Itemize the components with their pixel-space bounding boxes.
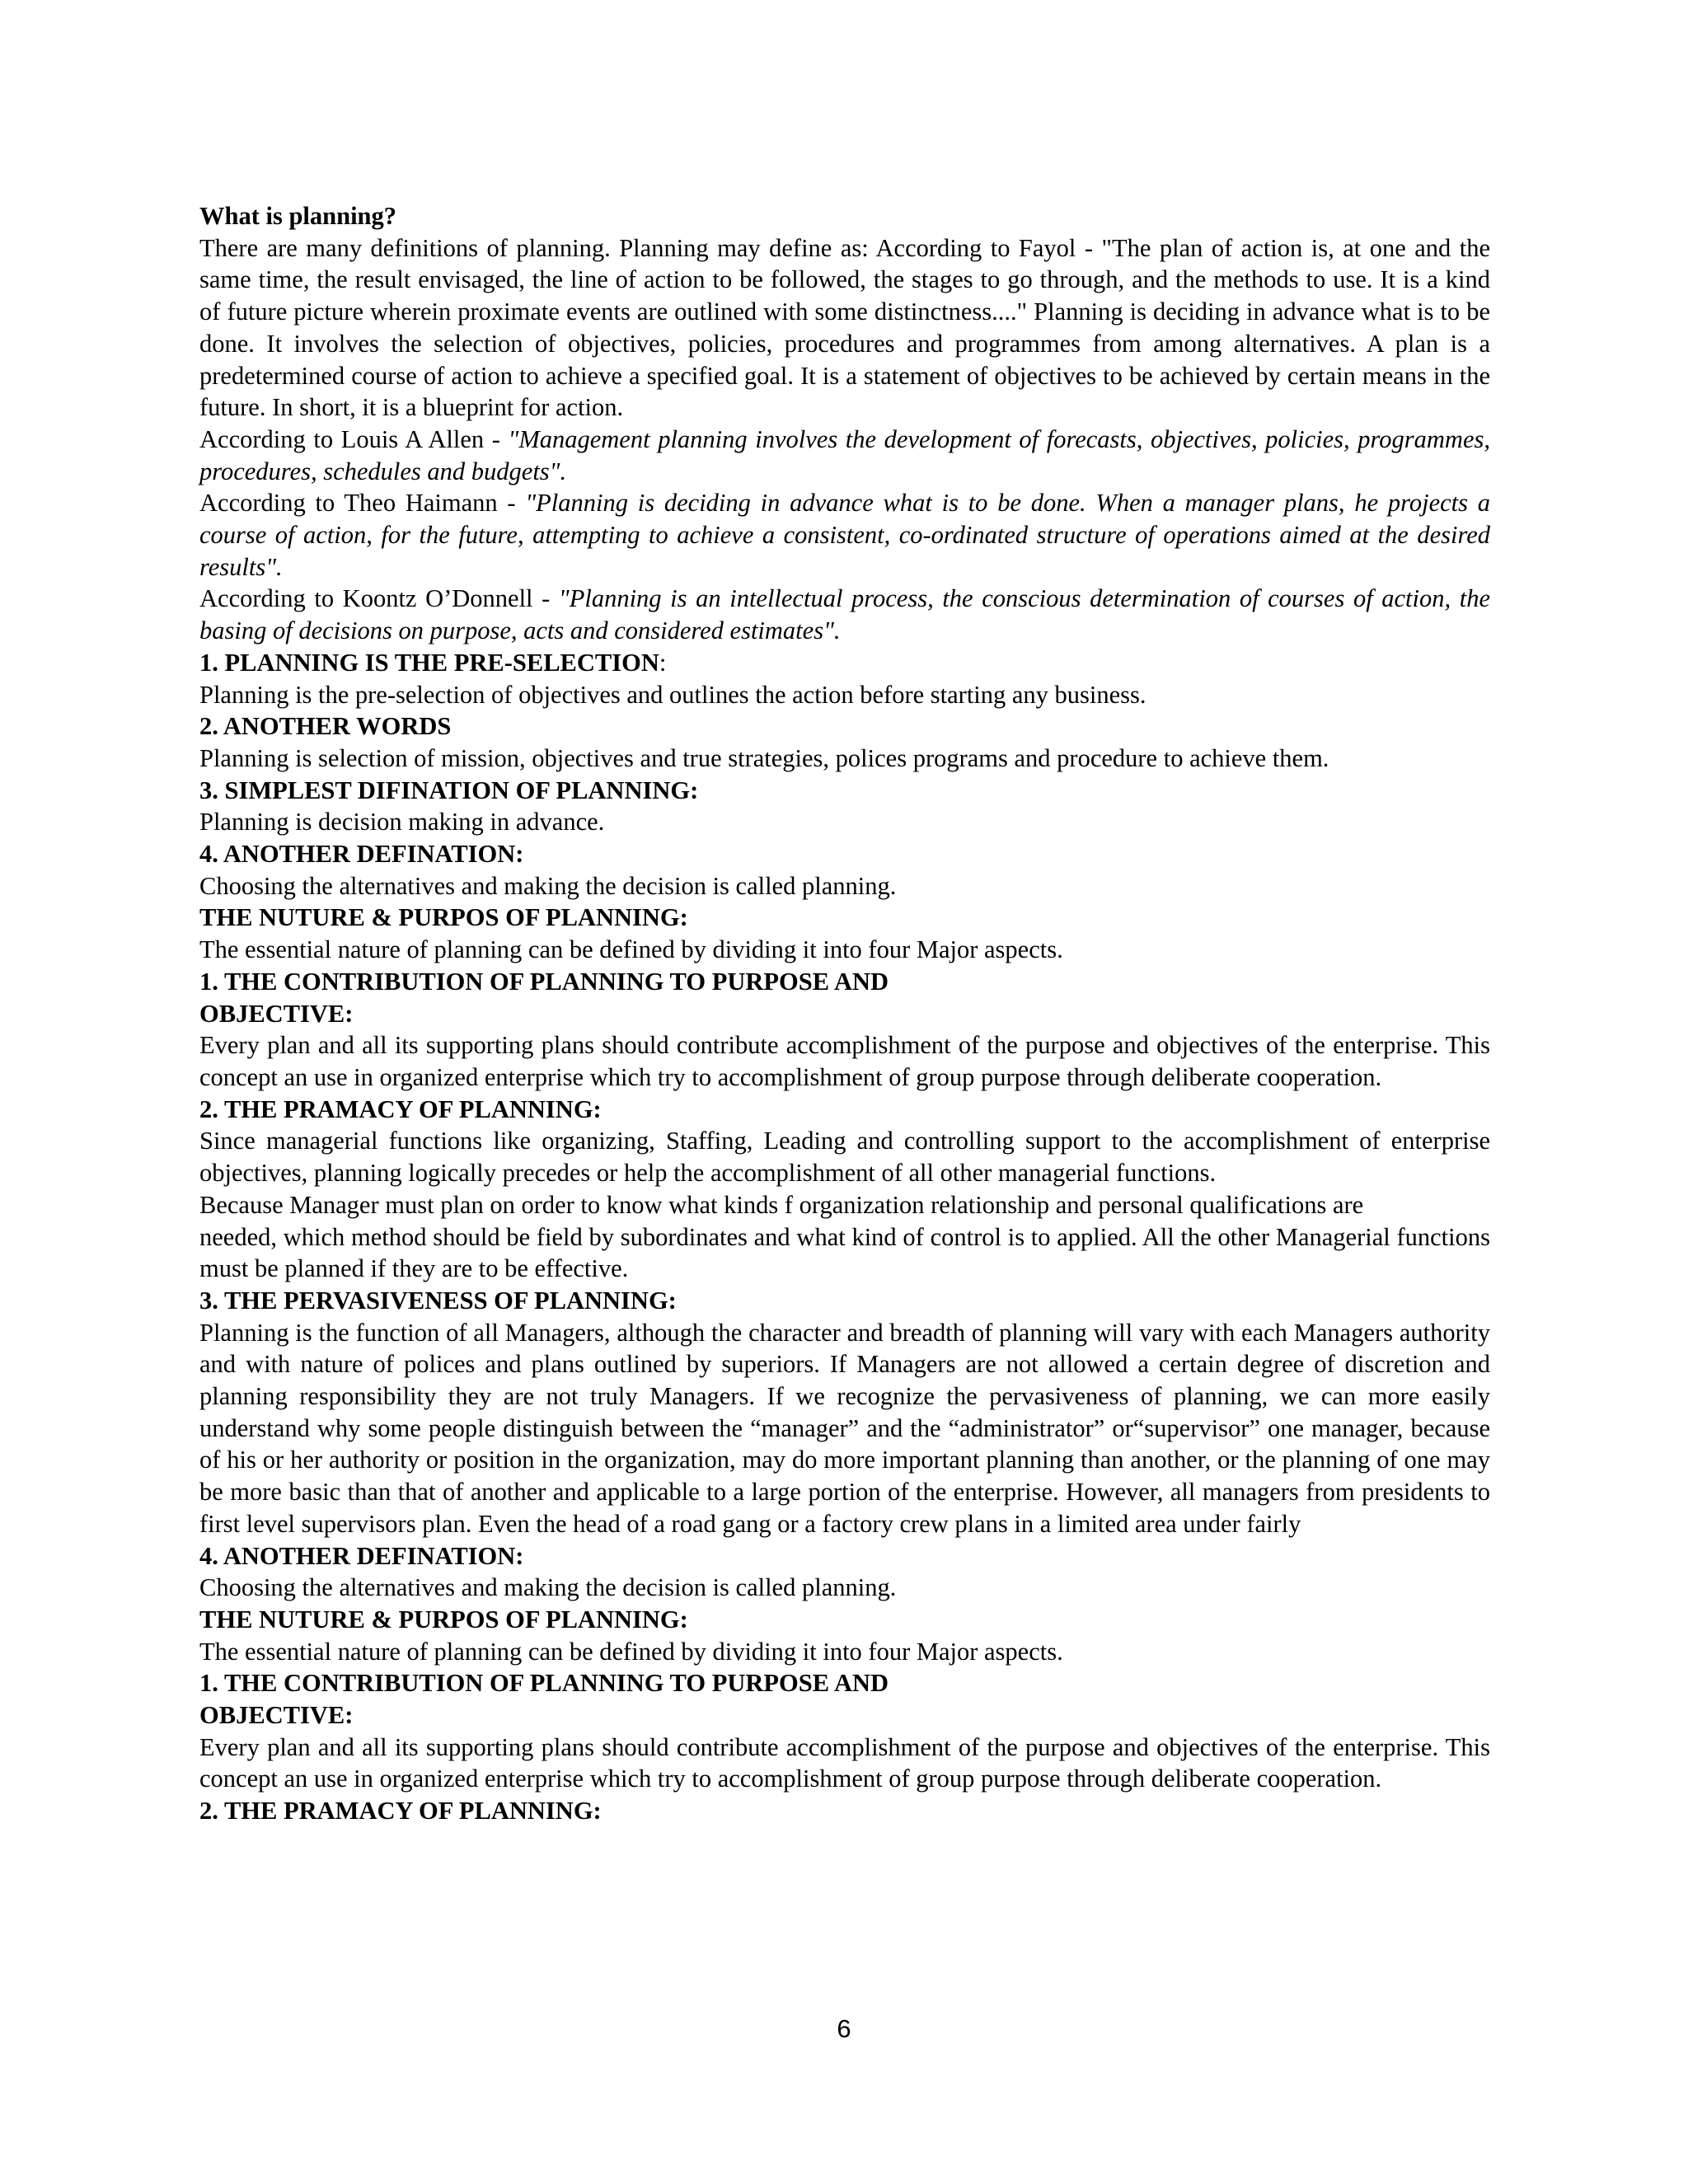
section-heading: THE NUTURE & PURPOS OF PLANNING: bbox=[199, 903, 688, 932]
quote-text: "Planning is deciding in advance what is to be done. When a manager plans, he projects a course of action, for the future, attempting to achieve a consistent, co-ordinated structure of operations aimed at the desired results". bbox=[199, 489, 1491, 581]
section-heading: 2. THE PRAMACY OF PLANNING: bbox=[199, 1094, 602, 1123]
section-text: Planning is selection of mission, objectives and true strategies, polices programs and procedure to achieve them. bbox=[199, 743, 1329, 772]
section-heading: THE NUTURE & PURPOS OF PLANNING: bbox=[199, 1605, 688, 1633]
section-text: Choosing the alternatives and making the decision is called planning. bbox=[199, 871, 897, 900]
section-text: Planning is decision making in advance. bbox=[199, 808, 605, 837]
page-title: What is planning? bbox=[199, 202, 397, 230]
quote-lead: According to Koontz O’Donnell - bbox=[199, 584, 559, 613]
section-text: The essential nature of planning can be defined by dividing it into four Major aspects. bbox=[199, 1637, 1063, 1666]
section-text: Choosing the alternatives and making the decision is called planning. bbox=[199, 1573, 897, 1602]
section-heading: 1. THE CONTRIBUTION OF PLANNING TO PURPOSE AND bbox=[199, 967, 889, 996]
section-heading: 3. SIMPLEST DIFINATION OF PLANNING: bbox=[199, 776, 699, 804]
section-text: Every plan and all its supporting plans should contribute accomplishment of the purpose and objectives of the enterprise. This concept an use in organized enterprise which try to accomplishment of group purpose through deliberate cooperation. bbox=[199, 1732, 1490, 1793]
quote-lead: According to Theo Haimann - bbox=[199, 489, 526, 518]
heading-colon: : bbox=[659, 648, 667, 677]
section-text: Since managerial functions like organizing, Staffing, Leading and controlling support to the accomplishment of enterprise objectives, planning logically precedes or help the accomplishment of all other managerial functions. bbox=[199, 1127, 1490, 1188]
page-number: 6 bbox=[837, 2014, 851, 2043]
quote-haimann bbox=[199, 487, 1490, 583]
quote-text: "Planning is an intellectual process, the conscious determination of courses of action, the basing of decisions on purpose, acts and considered estimates". bbox=[199, 584, 1491, 645]
section-heading: 2. THE PRAMACY OF PLANNING: bbox=[199, 1797, 602, 1825]
section-text: Planning is the pre-selection of objectives and outlines the action before starting any business. bbox=[199, 680, 1146, 709]
section-heading: 3. THE PERVASIVENESS OF PLANNING: bbox=[199, 1286, 677, 1315]
page-content bbox=[199, 200, 1490, 1827]
section-text: The essential nature of planning can be defined by dividing it into four Major aspects. bbox=[199, 935, 1063, 964]
section-heading: 4. ANOTHER DEFINATION: bbox=[199, 840, 524, 869]
section-heading: OBJECTIVE: bbox=[199, 1701, 354, 1730]
quote-koontz bbox=[199, 583, 1490, 646]
section-heading bbox=[199, 647, 1490, 679]
section-heading: 1. THE CONTRIBUTION OF PLANNING TO PURPOSE AND bbox=[199, 1669, 889, 1698]
section-text: needed, which method should be field by subordinates and what kind of control is to applied. All the other Managerial functions must be planned if they are to be effective. bbox=[199, 1222, 1490, 1283]
intro-paragraph: There are many definitions of planning. Planning may define as: According to Fayol - "The plan of action is, at one and the same time, the result envisaged, the line of action to be followed, the stages to go through, and the methods to use. It is a kind of future picture wherein proximate events are outlined with some distinctness...." Planning is deciding in advance what is to be done. It involves the selection of objectives, policies, procedures and programmes from among alternatives. A plan is a predetermined course of action to achieve a specified goal. It is a statement of objectives to be achieved by certain means in the future. In short, it is a blueprint for action. bbox=[199, 233, 1490, 422]
quote-lead: According to Louis A Allen - bbox=[199, 424, 509, 453]
section-heading: OBJECTIVE: bbox=[199, 999, 354, 1028]
section-heading: 2. ANOTHER WORDS bbox=[199, 712, 452, 741]
section-text: Planning is the function of all Managers, although the character and breadth of planning will vary with each Managers authority and with nature of polices and plans outlined by superiors. If Managers are not allowed a certain degree of discretion and planning responsibility they are not truly Managers. If we recognize the pervasiveness of planning, we can more easily understand why some people distinguish between the “manager” and the “administrator” or“supervisor” one manager, because of his or her authority or position in the organization, may do more important planning than another, or the planning of one may be more basic than that of another and applicable to a large portion of the enterprise. However, all managers from presidents to first level supervisors plan. Even the head of a road gang or a factory crew plans in a limited area under fairly bbox=[199, 1318, 1490, 1538]
section-heading: 4. ANOTHER DEFINATION: bbox=[199, 1541, 524, 1570]
quote-allen bbox=[199, 424, 1490, 487]
heading-text: 1. PLANNING IS THE PRE-SELECTION bbox=[199, 648, 659, 677]
section-text: Because Manager must plan on order to know what kinds f organization relationship and personal qualifications are bbox=[199, 1190, 1364, 1219]
section-text: Every plan and all its supporting plans should contribute accomplishment of the purpose and objectives of the enterprise. This concept an use in organized enterprise which try to accomplishment of group purpose through deliberate cooperation. bbox=[199, 1031, 1490, 1091]
quote-text: "Management planning involves the development of forecasts, objectives, policies, programmes, procedures, schedules and budgets". bbox=[199, 424, 1490, 485]
